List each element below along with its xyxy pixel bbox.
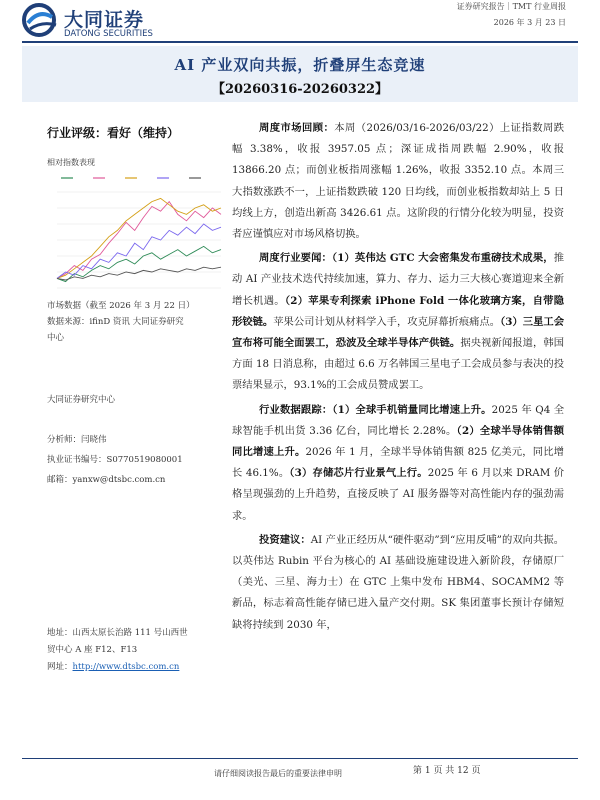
paragraph-investment-advice xyxy=(232,530,564,636)
market-review-heading: 周度市场回顾： xyxy=(259,122,335,134)
report-type: 证券研究报告｜TMT 行业周报 xyxy=(456,2,566,11)
analyst-email: 邮箱：yanxw@dtsbc.com.cn xyxy=(47,475,166,485)
url-label: 网址： xyxy=(47,662,73,672)
series-line-1 xyxy=(57,246,221,281)
news-text-3: 据央视新闻报道，韩国方面 18 日消息称，由超过 6.6 万名韩国三星电子工会成员参与表决的投票结果显示，93.1%的工会成员赞成罢工。 xyxy=(232,337,565,392)
website-link[interactable]: http://www.dtsbc.com.cn xyxy=(72,662,180,672)
report-body xyxy=(232,118,564,639)
analyst-cert: 执业证书编号：S0770519080001 xyxy=(47,455,183,465)
industry-rating: 行业评级：看好（维持） xyxy=(47,126,180,140)
paragraph-industry-news xyxy=(232,248,564,396)
header-divider xyxy=(22,41,578,43)
paragraph-market-review xyxy=(232,118,564,245)
series-line-5 xyxy=(57,267,221,280)
report-date-range: 【20260316-20260322】 xyxy=(211,82,389,97)
address-line1: 地址：山西太原长治路 111 号山西世 xyxy=(47,628,188,638)
sidebar xyxy=(47,118,225,490)
title-block xyxy=(22,46,578,102)
research-center: 大同证券研究中心 xyxy=(47,395,116,405)
logo-text-en: DATONG SECURITIES xyxy=(64,29,153,39)
logo-icon xyxy=(22,3,62,37)
company-logo xyxy=(22,3,192,41)
chart-title: 相对指数表现 xyxy=(47,158,95,167)
advice-text: AI 产业正经历从“硬件驱动”到“应用反哺”的双向共振。以英伟达 Rubin 平台为核心的 AI 基础设施建设进入新阶段，存储原厂（美光、三星、海力士）在 GTC 上集中发布 HBM4、SOCAMM2 等新品，标志着高性能存储已进入量产交付期。SK 集团董事长预计存储短缺将持续到 2030 年， xyxy=(232,533,564,631)
report-date: 2026 年 3 月 23 日 xyxy=(493,18,566,27)
data-heading-2: （2）全球半导体销售额同比增速上升。 xyxy=(232,424,564,459)
address-line2: 贸中心 A 座 F12、F13 xyxy=(47,645,138,655)
report-title: AI 产业双向共振，折叠屏生态竞速 xyxy=(174,56,426,74)
data-source-line1: 数据来源：ifinD 资讯 大同证券研究 xyxy=(47,317,184,327)
data-heading-3: （3）存储芯片行业景气上行。 xyxy=(289,467,428,480)
data-heading: 行业数据跟踪：（1）全球手机销量同比增速上升。 xyxy=(259,403,492,416)
news-heading-2: （2）苹果专利探索 iPhone Fold 一体化玻璃方案，自带隐形铰链。 xyxy=(232,294,564,328)
paragraph-industry-data xyxy=(232,400,564,527)
advice-heading: 投资建议： xyxy=(259,533,311,546)
market-review-text: 本周（2026/03/16-2026/03/22）上证指数周跌幅 3.38%，收报 3957.05 点；深证成指周跌幅 2.90%，收报 13866.20 点；而创业板指周涨幅 1.26%，收报 3352.10 点。本周三大指数涨跌不一，上证指数跌破 120 日均线，而创业板指数却站上 5 日均线上方，创造出新高 3426.61 点。这阶段的行情分化较为明显，投资者应谨慎应对市场风格切换。 xyxy=(232,122,564,241)
data-source-line2: 中心 xyxy=(47,333,65,343)
data-text-3: 2025 年 6 月以来 DRAM 价格呈现强劲的上升趋势，直接反映了 AI 服务器等对高性能内存的强劲需求。 xyxy=(232,467,565,522)
market-data-note: 市场数据（截至 2026 年 3 月 22 日） xyxy=(47,301,195,311)
data-text-2: 2026 年 1 月，全球半导体销售额 825 亿美元，同比增长 46.1%。 xyxy=(232,446,564,480)
logo-text-cn: 大同证券 xyxy=(64,9,145,31)
contact-info xyxy=(47,625,225,676)
news-text-2: 苹果公司计划从材料学入手，攻克屏幕折痕痛点。 xyxy=(273,315,501,328)
legal-note: 请仔细阅读报告最后的重要法律申明 xyxy=(214,769,342,778)
data-text-1: 2025 年 Q4 全球智能手机出货 3.36 亿台，同比增长 2.28%。 xyxy=(232,403,564,437)
news-heading: 周度行业要闻：（1）英伟达 GTC 大会密集发布重磅技术成果， xyxy=(259,252,554,265)
news-text-1: 推动 AI 产业技术迭代持续加速，算力、存力、运力三大核心赛道迎来全新增长机遇。 xyxy=(232,252,564,307)
footer-divider xyxy=(22,758,578,759)
page-number: 第 1 页 共 12 页 xyxy=(413,766,481,776)
relative-index-chart xyxy=(47,170,225,295)
news-heading-3: （3）三星工会宣布将可能全面罢工，恐波及全球半导体产供链。 xyxy=(232,315,565,350)
analyst-name: 分析师：闫晓伟 xyxy=(47,435,107,445)
